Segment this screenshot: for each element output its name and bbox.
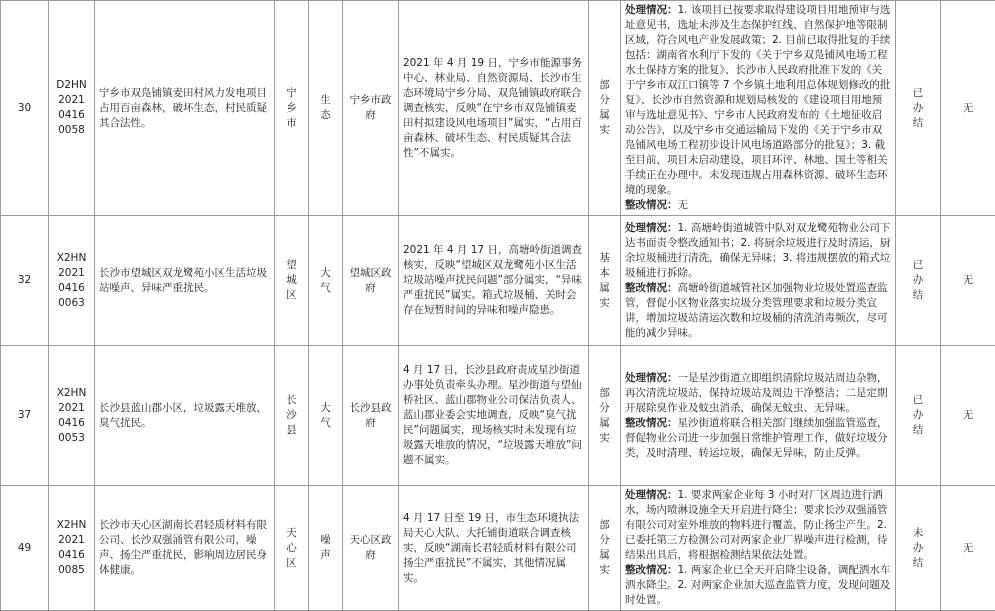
rectify-text: 高塘岭街道城管社区加强物业垃圾处置巡查监管，督促小区物业落实垃圾分类管理要求和垃圾分类宣讲，增加垃圾站清运次数和垃圾桶的清洗消毒频次，尽可能的减少异味。 xyxy=(625,282,888,339)
investigation-result: 4 月 17 日至 19 日，市生态环境执法局天心大队、大托铺街道联合调查核实，反映“湖南长君轻质材料有限公司扬尘严重扰民”不属实，其他情况属实。 xyxy=(399,486,589,611)
table-row xyxy=(1,1,995,216)
handling-text: 1. 要求两家企业每 3 小时对厂区周边进行洒水，场内喷淋设施全天开启进行降尘；要求长沙双强涌管有限公司对室外堆放的物料进行覆盖，防止扬尘产生。2. 已委托第三方检测公司对两家企业厂界噪声进行检测，待结果出具后，将根据检测结果依法处置。 xyxy=(625,489,888,561)
district: 望城区 xyxy=(275,216,309,346)
verdict: 部分属实 xyxy=(589,486,621,611)
row-number: 30 xyxy=(1,1,49,216)
accountability: 无 xyxy=(941,1,995,216)
verdict: 部分属实 xyxy=(589,346,621,486)
handling-text: 1. 高塘岭街道城管中队对双龙鹭苑物业公司下达书面责令整改通知书；2. 将厨余垃圾进行及时清运，厨余垃圾桶进行清洗，确保无异味；3. 将违规摆放的箱式垃圾桶进行拆除。 xyxy=(625,222,890,279)
case-code-line: 0416 xyxy=(53,548,90,563)
handling-text: 1. 该项目已按要求取得建设项目用地预审与选址意见书，选址未涉及生态保护红线、自然保护地等限制区域，符合风电产业发展政策；2. 目前已取得批复的手续包括：湖南省水利厅下发的《关于宁乡双凫铺风电场工程水土保持方案的批复》、长沙市人民政府批准下发的《关于宁乡市双江口镇等 7 个乡镇土地利用总体规划修改的批复》、长沙市自然资源和规划局核发的《建设项目用地预审与选址意见书》、宁乡市人民政府发布的《土地征收启动公告》，以及宁乡市交通运输局下发的《关于宁乡市双凫铺风电场工程初步设计风电场道路部分的批复》；3. 截至目前，项目未启动建设，项目环评、林地、国土等相关手续正在办理中。未发现违规占用森林资源、破坏生态环境的现象。 xyxy=(625,4,890,196)
complaint-content: 长沙市望城区双龙鹭苑小区生活垃圾站噪声、异味严重扰民。 xyxy=(95,216,275,346)
status: 已办结 xyxy=(896,216,941,346)
rectify-label: 整改情况： xyxy=(625,282,678,294)
rectify-label: 整改情况： xyxy=(625,199,678,211)
case-code-line: D2HN xyxy=(53,78,90,93)
handling-text: 一是星沙街道立即组织清除垃圾站周边杂物，再次清洗垃圾站，保持垃圾站及周边干净整洁；二是定期开展除臭作业及蚊虫消杀，确保无蚊虫、无异味。 xyxy=(625,372,888,414)
case-code-line: 2021 xyxy=(53,266,90,281)
case-code-line: 0416 xyxy=(53,416,90,431)
pollution-category: 大气 xyxy=(309,216,343,346)
handling-cell xyxy=(621,216,896,346)
handling-cell xyxy=(621,346,896,486)
handling-label: 处理情况： xyxy=(625,222,678,234)
case-code xyxy=(49,346,95,486)
verdict: 部分属实 xyxy=(589,1,621,216)
accountability: 无 xyxy=(941,486,995,611)
handling-cell xyxy=(621,1,896,216)
case-code xyxy=(49,486,95,611)
status: 已办结 xyxy=(896,346,941,486)
case-code-line: X2HN xyxy=(53,251,90,266)
case-code-line: X2HN xyxy=(53,386,90,401)
investigation-result: 4 月 17 日，长沙县政府责成星沙街道办事处负责牵头办理。星沙街道与望仙桥社区、蓝山郡物业公司保洁负责人、蓝山郡业委会实地调查，反映“臭气扰民”问题属实，现场核实时未发现有垃圾露天堆放的情况，“垃圾露天堆放”问题不属实。 xyxy=(399,346,589,486)
verdict: 基本属实 xyxy=(589,216,621,346)
responsible-unit: 望城区政府 xyxy=(343,216,399,346)
rectify-text: 星沙街道将联合相关部门继续加强监管巡查，督促物业公司进一步加强日常维护管理工作，做好垃圾分类，及时清理、转运垃圾，确保无异味，防止反弹。 xyxy=(625,417,888,459)
case-code-line: 0085 xyxy=(53,563,90,578)
case-code-line: 0416 xyxy=(53,108,90,123)
case-code-line: 0053 xyxy=(53,431,90,446)
district: 长沙县 xyxy=(275,346,309,486)
row-number: 32 xyxy=(1,216,49,346)
case-code-line: X2HN xyxy=(53,518,90,533)
complaint-content: 长沙县蓝山郡小区，垃圾露天堆放，臭气扰民。 xyxy=(95,346,275,486)
accountability: 无 xyxy=(941,216,995,346)
pollution-category: 噪声 xyxy=(309,486,343,611)
row-number: 49 xyxy=(1,486,49,611)
case-code-line: 0058 xyxy=(53,123,90,138)
case-code-line: 2021 xyxy=(53,533,90,548)
case-code xyxy=(49,216,95,346)
case-code xyxy=(49,1,95,216)
complaint-content: 长沙市天心区湖南长君轻质材料有限公司、长沙双强涌管有限公司，噪声、扬尘严重扰民，影响周边居民身体健康。 xyxy=(95,486,275,611)
table-row xyxy=(1,346,995,486)
handling-label: 处理情况： xyxy=(625,489,678,501)
row-number: 37 xyxy=(1,346,49,486)
case-code-line: 2021 xyxy=(53,93,90,108)
case-code-line: 0063 xyxy=(53,296,90,311)
case-code-line: 0416 xyxy=(53,281,90,296)
investigation-result: 2021 年 4 月 19 日，宁乡市能源事务中心、林业局、自然资源局、长沙市生态环境局宁乡分局、双凫铺镇政府联合调查核实，反映“在宁乡市双凫铺镇麦田村拟建设风电场项目”属实，“占用百亩森林、破坏生态、村民质疑其合法性”不属实。 xyxy=(399,1,589,216)
rectify-text: 无 xyxy=(678,199,689,211)
case-code-line: 2021 xyxy=(53,401,90,416)
handling-label: 处理情况： xyxy=(625,4,678,16)
rectify-text: 1. 两家企业已全天开启降尘设备，调配洒水车洒水降尘。2. 对两家企业加大巡查监管力度，发现问题及时处置。 xyxy=(625,564,890,606)
accountability: 无 xyxy=(941,346,995,486)
complaint-content: 宁乡市双凫铺镇麦田村风力发电项目占用百亩森林，破坏生态，村民质疑其合法性。 xyxy=(95,1,275,216)
rectify-label: 整改情况： xyxy=(625,417,678,429)
rectify-label: 整改情况： xyxy=(625,564,678,576)
status: 已办结 xyxy=(896,1,941,216)
responsible-unit: 宁乡市政府 xyxy=(343,1,399,216)
district: 宁乡市 xyxy=(275,1,309,216)
responsible-unit: 天心区政府 xyxy=(343,486,399,611)
handling-cell xyxy=(621,486,896,611)
pollution-category: 生态 xyxy=(309,1,343,216)
responsible-unit: 长沙县政府 xyxy=(343,346,399,486)
investigation-result: 2021 年 4 月 17 日，高塘岭街道调查核实，反映“望城区双龙鹭苑小区生活垃圾站噪声扰民问题”部分属实，“异味严重扰民”属实。箱式垃圾桶、关时会存在短暂时间的异味和噪声隐患。 xyxy=(399,216,589,346)
district: 天心区 xyxy=(275,486,309,611)
status: 未办结 xyxy=(896,486,941,611)
table-row xyxy=(1,486,995,611)
table-row xyxy=(1,216,995,346)
pollution-category: 大气 xyxy=(309,346,343,486)
handling-label: 处理情况： xyxy=(625,372,678,384)
